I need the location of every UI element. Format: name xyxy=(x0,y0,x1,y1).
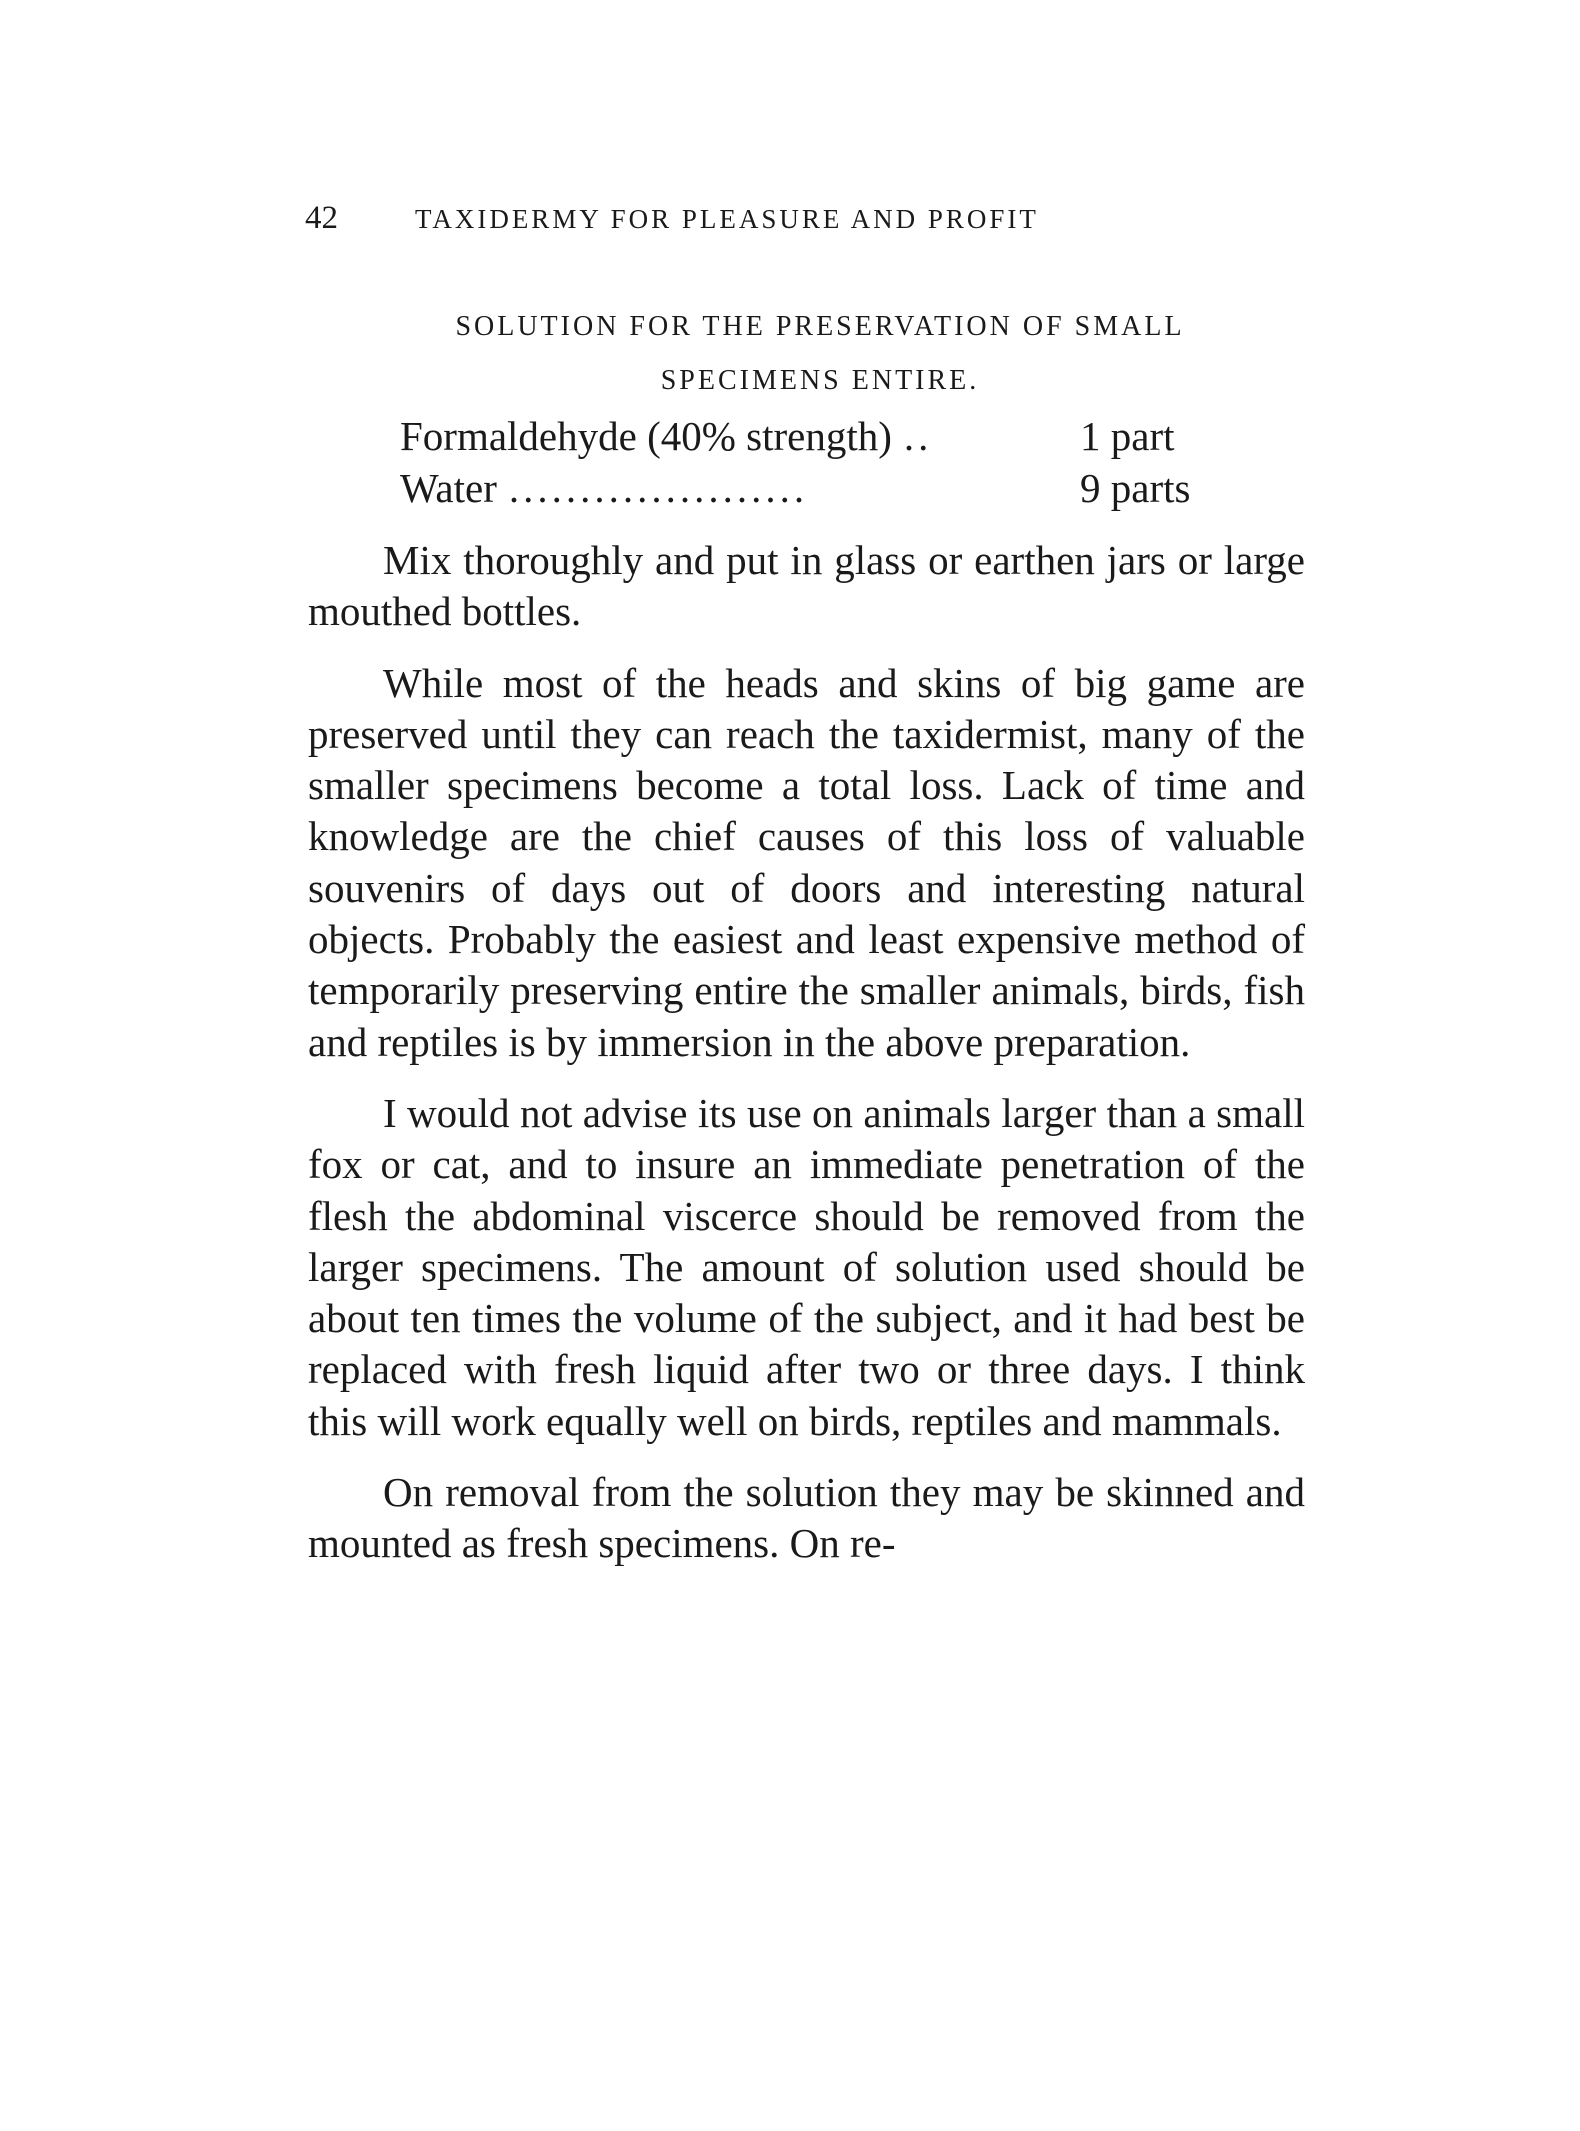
paragraph: Mix thoroughly and put in glass or earthen jars or large mouthed bottles. xyxy=(308,537,1305,635)
recipe-row xyxy=(400,410,1210,462)
recipe-quantity: 9 parts xyxy=(1080,465,1191,511)
recipe-ingredient: Water xyxy=(400,465,497,511)
running-title: TAXIDERMY FOR PLEASURE AND PROFIT xyxy=(415,204,1039,234)
page-header xyxy=(305,200,1305,237)
recipe-ingredient: Formaldehyde (40% strength) xyxy=(400,413,892,459)
recipe-table xyxy=(400,410,1210,514)
recipe-quantity: 1 part xyxy=(1080,413,1175,459)
page-number: 42 xyxy=(305,200,338,236)
section-title-line-1: SOLUTION FOR THE PRESERVATION OF SMALL xyxy=(455,311,1185,342)
paragraph: While most of the heads and skins of big game are preserved until they can reach the taxidermist, many of the smaller specimens become a total loss. Lack of time and knowledge are the chief causes of this loss of valuable souvenirs of days out of doors and interesting natural objects. Probably the easiest and least expensive method of temporarily preserving entire the smaller animals, birds, fish and reptiles is by immersion in the above preparation. xyxy=(308,659,1305,1065)
body-text xyxy=(308,535,1305,1590)
recipe-leader-dots: .. xyxy=(903,413,933,459)
recipe-row xyxy=(400,462,1210,514)
paragraph: I would not advise its use on animals larger than a small fox or cat, and to insure an immediate penetration of the flesh the abdominal viscerce should be removed from the larger specimens. The amount of solution used should be about ten times the volume of the subject, and it had best be replaced with fresh liquid after two or three days. I think this will work equally well on birds, reptiles and mammals. xyxy=(308,1089,1305,1444)
recipe-leader-dots: ..................... xyxy=(508,465,809,511)
section-title-line-2: SPECIMENS ENTIRE. xyxy=(660,365,980,396)
paragraph: On removal from the solution they may be skinned and mounted as fresh specimens. On re- xyxy=(308,1469,1305,1567)
section-title xyxy=(340,300,1300,408)
